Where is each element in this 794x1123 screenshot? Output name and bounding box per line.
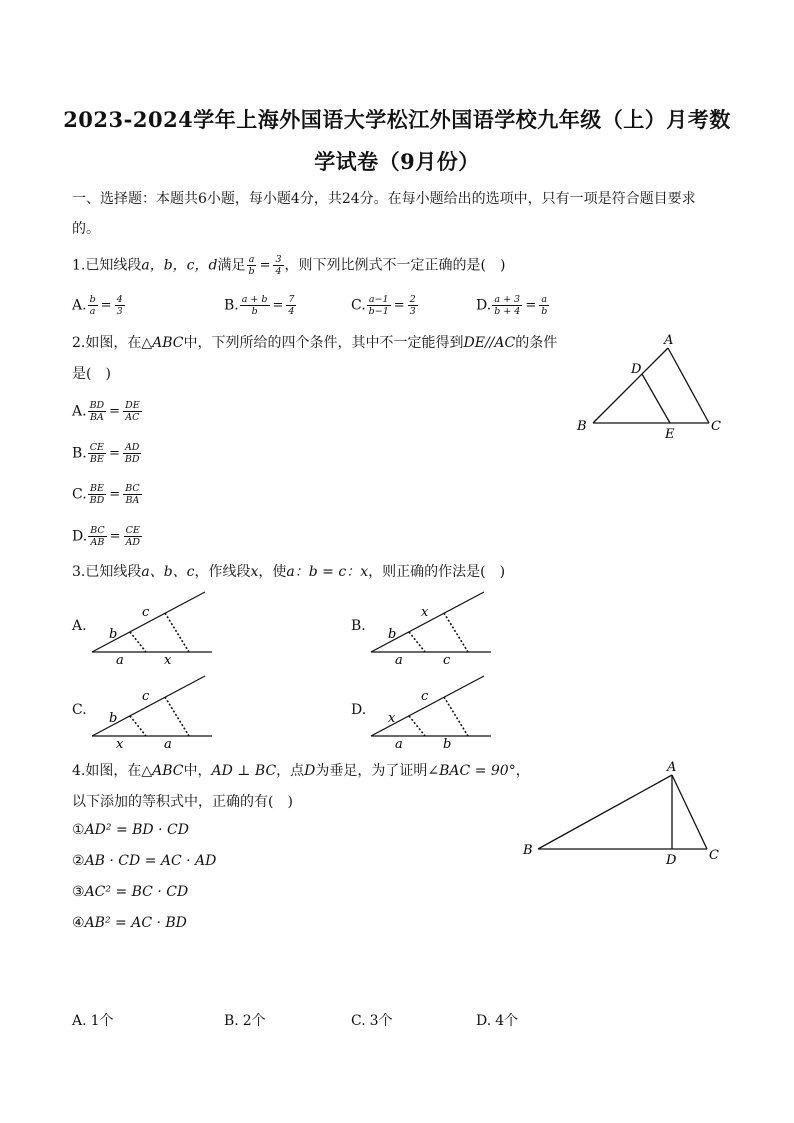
q4-option-a[interactable]: A. 1个 bbox=[72, 1013, 114, 1029]
fraction: $\frac{CE}{BE}$ bbox=[89, 442, 104, 465]
q2-option-a[interactable]: A. $\frac{BD}{BA}$ = $\frac{DE}{AC}$ bbox=[72, 400, 140, 423]
q3-upper-label-1: b bbox=[109, 711, 118, 726]
q1-option-b[interactable]: B. $\frac{a + b}{b}$ = $\frac{7}{4}$ bbox=[224, 294, 295, 317]
q3-upper-label-2: c bbox=[142, 605, 150, 620]
q3-option-label-c[interactable]: C. bbox=[72, 702, 87, 718]
q3-lower-label-1: a bbox=[395, 737, 403, 752]
q3-upper-label-1: x bbox=[388, 711, 396, 726]
q4-equation-item: ②AB · CD = AC · AD bbox=[72, 853, 217, 869]
q3-construction-figure-b bbox=[369, 588, 494, 668]
q3-construction-figure-c bbox=[90, 672, 215, 752]
q2-option-c[interactable]: C. $\frac{BE}{BD}$ = $\frac{BC}{BA}$ bbox=[72, 483, 140, 506]
q2-label-c: C bbox=[711, 419, 721, 434]
q3-option-label-a[interactable]: A. bbox=[72, 618, 87, 634]
fraction: $\frac{CE}{AD}$ bbox=[125, 525, 141, 548]
q4-label-c: C bbox=[709, 848, 719, 863]
q2-label-d: D bbox=[631, 362, 642, 377]
fraction: $\frac{DE}{AC}$ bbox=[125, 400, 140, 423]
q2-option-b[interactable]: B. $\frac{CE}{BE}$ = $\frac{AD}{BD}$ bbox=[72, 442, 140, 465]
question-1-stem: 1.已知线段a，b，c，d满足 $\frac{a}{b}$ = $\frac{3}{4}$ ，则下列比例式不一定正确的是( ) bbox=[72, 254, 506, 277]
q4-triangle-figure bbox=[515, 755, 725, 870]
q2-label-b: B bbox=[577, 419, 587, 434]
q4-label-d: D bbox=[666, 853, 677, 868]
section-instructions: 一、选择题：本题共6小题，每小题4分，共24分。在每小题给出的选项中，只有一项是符合题目要求 bbox=[72, 191, 696, 207]
q2-label-a: A bbox=[664, 333, 674, 348]
fraction: $\frac{a + b}{b}$ bbox=[241, 294, 268, 317]
q3-upper-label-2: c bbox=[421, 689, 429, 704]
q3-upper-label-1: b bbox=[388, 627, 397, 642]
q3-construction-figure-a bbox=[90, 588, 215, 668]
q3-construction-figure-d bbox=[369, 672, 494, 752]
question-4-stem: 4.如图，在△ABC中，AD ⊥ BC，点D为垂足，为了证明∠BAC = 90°， bbox=[72, 763, 530, 779]
question-3-stem: 3.已知线段a、b、c，作线段x，使a：b = c：x，则正确的作法是( ) bbox=[72, 564, 506, 580]
exam-title-line1: 2023-2024学年上海外国语大学松江外国语学校九年级（上）月考数 bbox=[63, 107, 731, 132]
q1-option-d[interactable]: D. $\frac{a + 3}{b + 4}$ = $\frac{a}{b}$ bbox=[476, 294, 548, 317]
q4-option-b[interactable]: B. 2个 bbox=[224, 1013, 266, 1029]
q3-lower-label-2: b bbox=[443, 737, 452, 752]
q3-lower-label-2: x bbox=[164, 653, 172, 668]
fraction: $\frac{4}{3}$ bbox=[116, 294, 123, 317]
fraction: $\frac{BE}{BD}$ bbox=[89, 483, 105, 506]
q4-equation-item: ①AD² = BD · CD bbox=[72, 822, 189, 838]
q1-condition-fraction: $\frac{a}{b}$ bbox=[248, 254, 255, 277]
q3-lower-label-2: c bbox=[443, 653, 451, 668]
q1-option-c[interactable]: C. $\frac{a-1}{b-1}$ = $\frac{2}{3}$ bbox=[351, 294, 416, 317]
q3-option-label-b[interactable]: B. bbox=[351, 618, 366, 634]
fraction: $\frac{a-1}{b-1}$ bbox=[368, 294, 389, 317]
section-instructions-cont: 的。 bbox=[72, 221, 100, 237]
q3-upper-label-1: b bbox=[109, 627, 118, 642]
fraction: $\frac{a}{b}$ bbox=[541, 294, 548, 317]
q4-equation-item: ③AC² = BC · CD bbox=[72, 884, 189, 900]
fraction: $\frac{a + 3}{b + 4}$ bbox=[494, 294, 521, 317]
q3-lower-label-1: a bbox=[116, 653, 124, 668]
fraction: $\frac{AD}{BD}$ bbox=[124, 442, 140, 465]
q3-option-label-d[interactable]: D. bbox=[351, 702, 367, 718]
q3-upper-label-2: x bbox=[421, 605, 429, 620]
q2-option-d[interactable]: D. $\frac{BC}{AB}$ = $\frac{CE}{AD}$ bbox=[72, 525, 141, 548]
q3-lower-label-1: x bbox=[116, 737, 124, 752]
question-2-stem: 2.如图，在△ABC中，下列所给的四个条件，其中不一定能得到DE//AC的条件 bbox=[72, 335, 558, 351]
question-4-stem-cont: 以下添加的等积式中，正确的有( ) bbox=[72, 794, 293, 810]
fraction: $\frac{BD}{BA}$ bbox=[89, 400, 105, 423]
q4-option-d[interactable]: D. 4个 bbox=[476, 1013, 519, 1029]
fraction: $\frac{BC}{BA}$ bbox=[125, 483, 140, 506]
exam-title-line2: 学试卷（9月份） bbox=[314, 149, 480, 174]
q2-label-e: E bbox=[665, 427, 675, 442]
q3-lower-label-1: a bbox=[395, 653, 403, 668]
fraction: $\frac{b}{a}$ bbox=[89, 294, 96, 317]
q4-option-c[interactable]: C. 3个 bbox=[351, 1013, 393, 1029]
q3-upper-label-2: c bbox=[142, 689, 150, 704]
q4-equation-item: ④AB² = AC · BD bbox=[72, 915, 187, 931]
question-2-stem-cont: 是( ) bbox=[72, 366, 111, 382]
fraction: $\frac{7}{4}$ bbox=[288, 294, 295, 317]
q2-triangle-figure bbox=[565, 328, 735, 448]
fraction: $\frac{BC}{AB}$ bbox=[90, 525, 105, 548]
q4-label-a: A bbox=[667, 760, 677, 775]
q1-option-a[interactable]: A. $\frac{b}{a}$ = $\frac{4}{3}$ bbox=[72, 294, 123, 317]
q3-lower-label-2: a bbox=[164, 737, 172, 752]
q4-label-b: B bbox=[523, 843, 533, 858]
fraction: $\frac{2}{3}$ bbox=[409, 294, 416, 317]
